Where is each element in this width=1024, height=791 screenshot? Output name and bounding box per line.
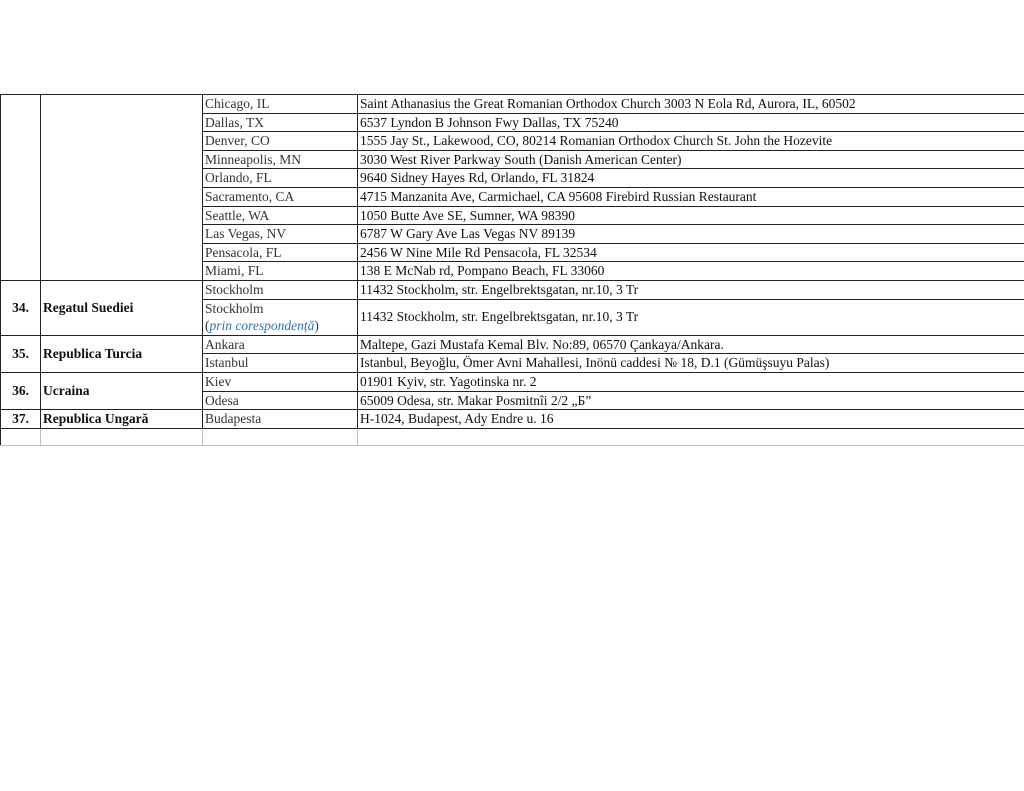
address-cell: Saint Athanasius the Great Romanian Orthodox Church 3003 N Eola Rd, Aurora, IL, 60502: [358, 95, 1024, 114]
city-cell: Kiev: [203, 372, 358, 391]
address-cell: 2456 W Nine Mile Rd Pensacola, FL 32534: [358, 243, 1024, 262]
address-cell: 6537 Lyndon B Johnson Fwy Dallas, TX 75240: [358, 113, 1024, 132]
address-cell: H-1024, Budapest, Ady Endre u. 16: [358, 410, 1024, 429]
city-cell: Seattle, WA: [203, 206, 358, 225]
country-cell: Republica Turcia: [41, 335, 203, 372]
city-cell: Denver, CO: [203, 132, 358, 151]
address-cell: 65009 Odesa, str. Makar Posmitnîi 2/2 „Б”: [358, 391, 1024, 410]
table-row: [1, 372, 1024, 391]
number-cell: [1, 95, 41, 281]
city-cell: Istanbul: [203, 354, 358, 373]
address-cell: Istanbul, Beyoğlu, Ömer Avni Mahallesi, Inönü caddesi № 18, D.1 (Gümüşsuyu Palas): [358, 354, 1024, 373]
number-cell: 34.: [1, 280, 41, 335]
table-row: [1, 280, 1024, 299]
number-cell: 36.: [1, 372, 41, 409]
city-cell: Odesa: [203, 391, 358, 410]
country-cell: Republica Ungară: [41, 410, 203, 429]
table-row: [1, 410, 1024, 429]
empty-cell: [203, 428, 358, 445]
table-row: [1, 335, 1024, 354]
address-cell: Maltepe, Gazi Mustafa Kemal Blv. No:89, 06570 Çankaya/Ankara.: [358, 335, 1024, 354]
city-cell: Sacramento, CA: [203, 187, 358, 206]
table-row: [1, 95, 1024, 114]
city-cell: Minneapolis, MN: [203, 150, 358, 169]
city-cell: Chicago, IL: [203, 95, 358, 114]
country-cell: Regatul Suediei: [41, 280, 203, 335]
empty-cell: [358, 428, 1024, 445]
city-cell: Budapesta: [203, 410, 358, 429]
address-cell: 01901 Kyiv, str. Yagotinska nr. 2: [358, 372, 1024, 391]
address-cell: 9640 Sidney Hayes Rd, Orlando, FL 31824: [358, 169, 1024, 188]
city-name: Stockholm: [205, 300, 264, 316]
correspondence-note: prin corespondență: [209, 318, 315, 334]
address-cell: 1555 Jay St., Lakewood, CO, 80214 Romanian Orthodox Church St. John the Hozevite: [358, 132, 1024, 151]
address-cell: 11432 Stockholm, str. Engelbrektsgatan, nr.10, 3 Tr: [358, 299, 1024, 335]
empty-cell: [1, 428, 41, 445]
address-cell: 1050 Butte Ave SE, Sumner, WA 98390: [358, 206, 1024, 225]
address-cell: 3030 West River Parkway South (Danish American Center): [358, 150, 1024, 169]
address-cell: 6787 W Gary Ave Las Vegas NV 89139: [358, 225, 1024, 244]
country-cell: [41, 95, 203, 281]
empty-cell: [41, 428, 203, 445]
city-cell: [203, 299, 358, 335]
city-cell: Ankara: [203, 335, 358, 354]
city-cell: Dallas, TX: [203, 113, 358, 132]
address-cell: 11432 Stockholm, str. Engelbrektsgatan, nr.10, 3 Tr: [358, 280, 1024, 299]
empty-row: [1, 428, 1024, 445]
address-cell: 138 E McNab rd, Pompano Beach, FL 33060: [358, 262, 1024, 281]
embassy-address-table: [0, 94, 1024, 446]
number-cell: 35.: [1, 335, 41, 372]
address-cell: 4715 Manzanita Ave, Carmichael, CA 95608 Firebird Russian Restaurant: [358, 187, 1024, 206]
city-cell: Las Vegas, NV: [203, 225, 358, 244]
city-cell: Orlando, FL: [203, 169, 358, 188]
country-cell: Ucraina: [41, 372, 203, 409]
city-cell: Miami, FL: [203, 262, 358, 281]
city-note: (prin corespondență): [205, 318, 319, 334]
city-cell: Pensacola, FL: [203, 243, 358, 262]
number-cell: 37.: [1, 410, 41, 429]
city-cell: Stockholm: [203, 280, 358, 299]
